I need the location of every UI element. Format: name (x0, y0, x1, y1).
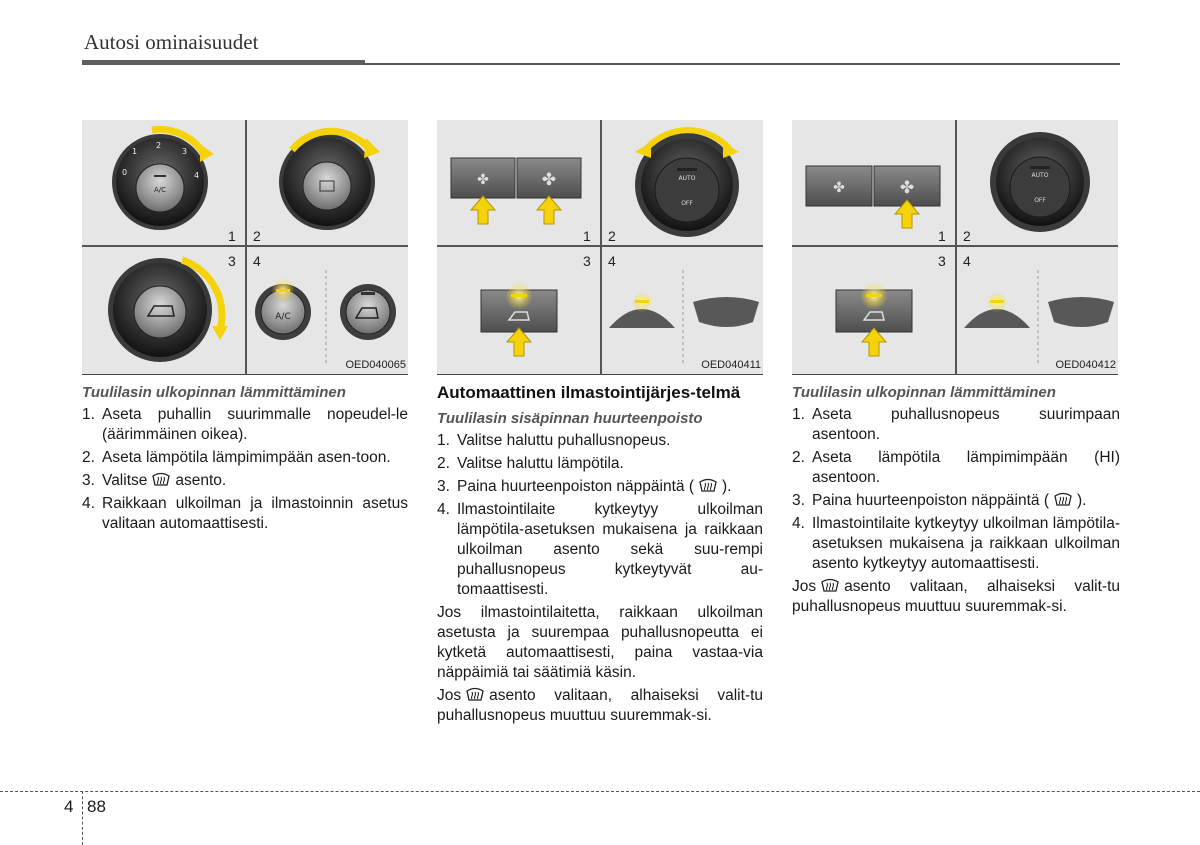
step-number: 3. (437, 478, 450, 495)
step-text-post: asento. (175, 472, 227, 489)
step-text: Aseta puhallin suurimmalle nopeudel-le (äärimmäinen oikea). (102, 406, 408, 443)
chapter-number: 4 (64, 797, 74, 816)
paragraph-pre: Jos (792, 578, 817, 595)
step-text: Ilmastointilaite kytkeytyy ulkoilman lämpötila-asetuksen mukaisena ja raikkaan ulkoilman asento sekä suu-rempi puhallusnopeus kytkeytyvät au-tomaattisesti. (457, 501, 763, 598)
step-text: Aseta lämpötila lämpimimpään asen-toon. (102, 449, 391, 466)
svg-text:3: 3 (182, 147, 188, 156)
steps-list (792, 405, 1120, 574)
paragraph-post: asento valitaan, alhaiseksi valit-tu puhallusnopeus muuttuu suuremmak-si. (792, 578, 1120, 615)
figure-code: OED040412 (1055, 359, 1116, 371)
figure-label-2: 2 (253, 228, 261, 244)
svg-text:A/C: A/C (275, 312, 291, 322)
svg-text:1: 1 (132, 147, 138, 156)
svg-text:2: 2 (156, 141, 162, 150)
svg-text:✤: ✤ (541, 170, 557, 190)
figure-label-1: 1 (228, 228, 236, 244)
figure-divider-horizontal (82, 245, 408, 247)
step-text-post: ). (1077, 492, 1087, 509)
step-text-pre: Paina huurteenpoiston näppäintä ( (457, 478, 694, 495)
paragraph-pre: Jos (437, 687, 462, 704)
step-item (792, 405, 1120, 445)
step-text-pre: Valitse (102, 472, 148, 489)
figure-label-4: 4 (608, 253, 616, 269)
footer-divider (82, 791, 83, 845)
step-item (437, 500, 763, 600)
figure-label-3: 3 (583, 253, 591, 269)
paragraph-post: asento valitaan, alhaiseksi valit-tu puhallusnopeus muuttuu suuremmak-si. (437, 687, 763, 724)
step-item (792, 448, 1120, 488)
section-heading: Tuulilasin ulkopinnan lämmittäminen (792, 384, 1056, 401)
defrost-icon (820, 577, 840, 594)
step-text-pre: Paina huurteenpoiston näppäintä ( (812, 492, 1049, 509)
figure-climate-manual (82, 120, 408, 375)
step-item (82, 405, 408, 445)
defog-icon (698, 477, 718, 494)
figure-divider-horizontal (792, 245, 1118, 247)
figure-divider-horizontal (437, 245, 763, 247)
step-text: Aseta lämpötila lämpimimpään (HI) asentoon. (812, 449, 1120, 486)
svg-text:✤: ✤ (833, 180, 845, 196)
svg-text:OFF: OFF (1034, 197, 1046, 204)
figure-label-2: 2 (608, 228, 616, 244)
figure-label-4: 4 (253, 253, 261, 269)
step-number: 3. (792, 492, 805, 509)
column-3 (792, 383, 1120, 617)
figure-label-3: 3 (228, 253, 236, 269)
auto-label: AUTO (678, 175, 696, 182)
step-item (82, 494, 408, 534)
step-number: 1. (437, 432, 450, 449)
figure-divider-vertical (600, 120, 602, 375)
section-heading: Tuulilasin ulkopinnan lämmittäminen (82, 384, 346, 401)
step-text: Aseta puhallusnopeus suurimpaan asentoon. (812, 406, 1120, 443)
column-2 (437, 383, 763, 726)
svg-text:✤: ✤ (899, 178, 915, 198)
svg-text:4: 4 (194, 171, 200, 180)
step-number: 4. (437, 501, 450, 518)
step-item (437, 431, 763, 451)
column-1 (82, 383, 408, 537)
svg-text:✤: ✤ (477, 172, 489, 188)
figure-climate-auto-defog (437, 120, 763, 375)
step-number: 1. (82, 406, 95, 423)
step-number: 1. (792, 406, 805, 423)
page-number: 88 (87, 797, 106, 816)
section-title: Automaattinen ilmastointijärjes-telmä (437, 383, 741, 402)
header-rule-thick (82, 60, 365, 65)
page-header-title: Autosi ominaisuudet (84, 30, 259, 54)
step-text: Raikkaan ulkoilman ja ilmastoinnin asetus valitaan automaattisesti. (102, 495, 408, 532)
step-text: Ilmastointilaite kytkeytyy ulkoilman lämpötila-asetuksen mukaisena ja raikkaan ulkoilman asento kytkeytyy automaattisesti. (812, 515, 1120, 572)
step-item (82, 448, 408, 468)
paragraph (792, 577, 1120, 617)
step-text: Valitse haluttu lämpötila. (457, 455, 624, 472)
steps-list (82, 405, 408, 534)
section-heading: Tuulilasin sisäpinnan huurteenpoisto (437, 410, 703, 427)
paragraph: Jos ilmastointilaitetta, raikkaan ulkoilman asetusta ja suurempaa puhallusnopeutta ei kytketä automaattisesti, paina vastaa-via näppäimiä tai säätimiä käsin. (437, 604, 763, 681)
svg-text:A/C: A/C (153, 186, 167, 194)
figure-code: OED040065 (345, 359, 406, 371)
step-item (82, 471, 408, 491)
figure-climate-auto-defrost (792, 120, 1118, 375)
step-text-post: ). (722, 478, 732, 495)
header-rule-thin (365, 63, 1120, 65)
figure-divider-vertical (245, 120, 247, 375)
step-number: 4. (792, 515, 805, 532)
step-item (437, 454, 763, 474)
figure-label-4: 4 (963, 253, 971, 269)
figure-label-2: 2 (963, 228, 971, 244)
step-item (792, 514, 1120, 574)
svg-text:0: 0 (122, 168, 128, 177)
paragraph (437, 686, 763, 726)
step-text: Valitse haluttu puhallusnopeus. (457, 432, 671, 449)
step-number: 3. (82, 472, 95, 489)
step-item (792, 491, 1120, 511)
svg-text:AUTO: AUTO (1031, 172, 1049, 179)
defrost-icon (1053, 491, 1073, 508)
step-number: 2. (437, 455, 450, 472)
step-number: 4. (82, 495, 95, 512)
steps-list (437, 431, 763, 600)
figure-code: OED040411 (701, 359, 761, 371)
defrost-icon (151, 471, 171, 488)
defog-icon (465, 686, 485, 703)
footer-rule (0, 791, 1200, 792)
step-number: 2. (82, 449, 95, 466)
figure-label-1: 1 (583, 228, 591, 244)
step-item (437, 477, 763, 497)
step-number: 2. (792, 449, 805, 466)
figure-label-3: 3 (938, 253, 946, 269)
off-label: OFF (681, 200, 693, 207)
figure-label-1: 1 (938, 228, 946, 244)
figure-divider-vertical (955, 120, 957, 375)
